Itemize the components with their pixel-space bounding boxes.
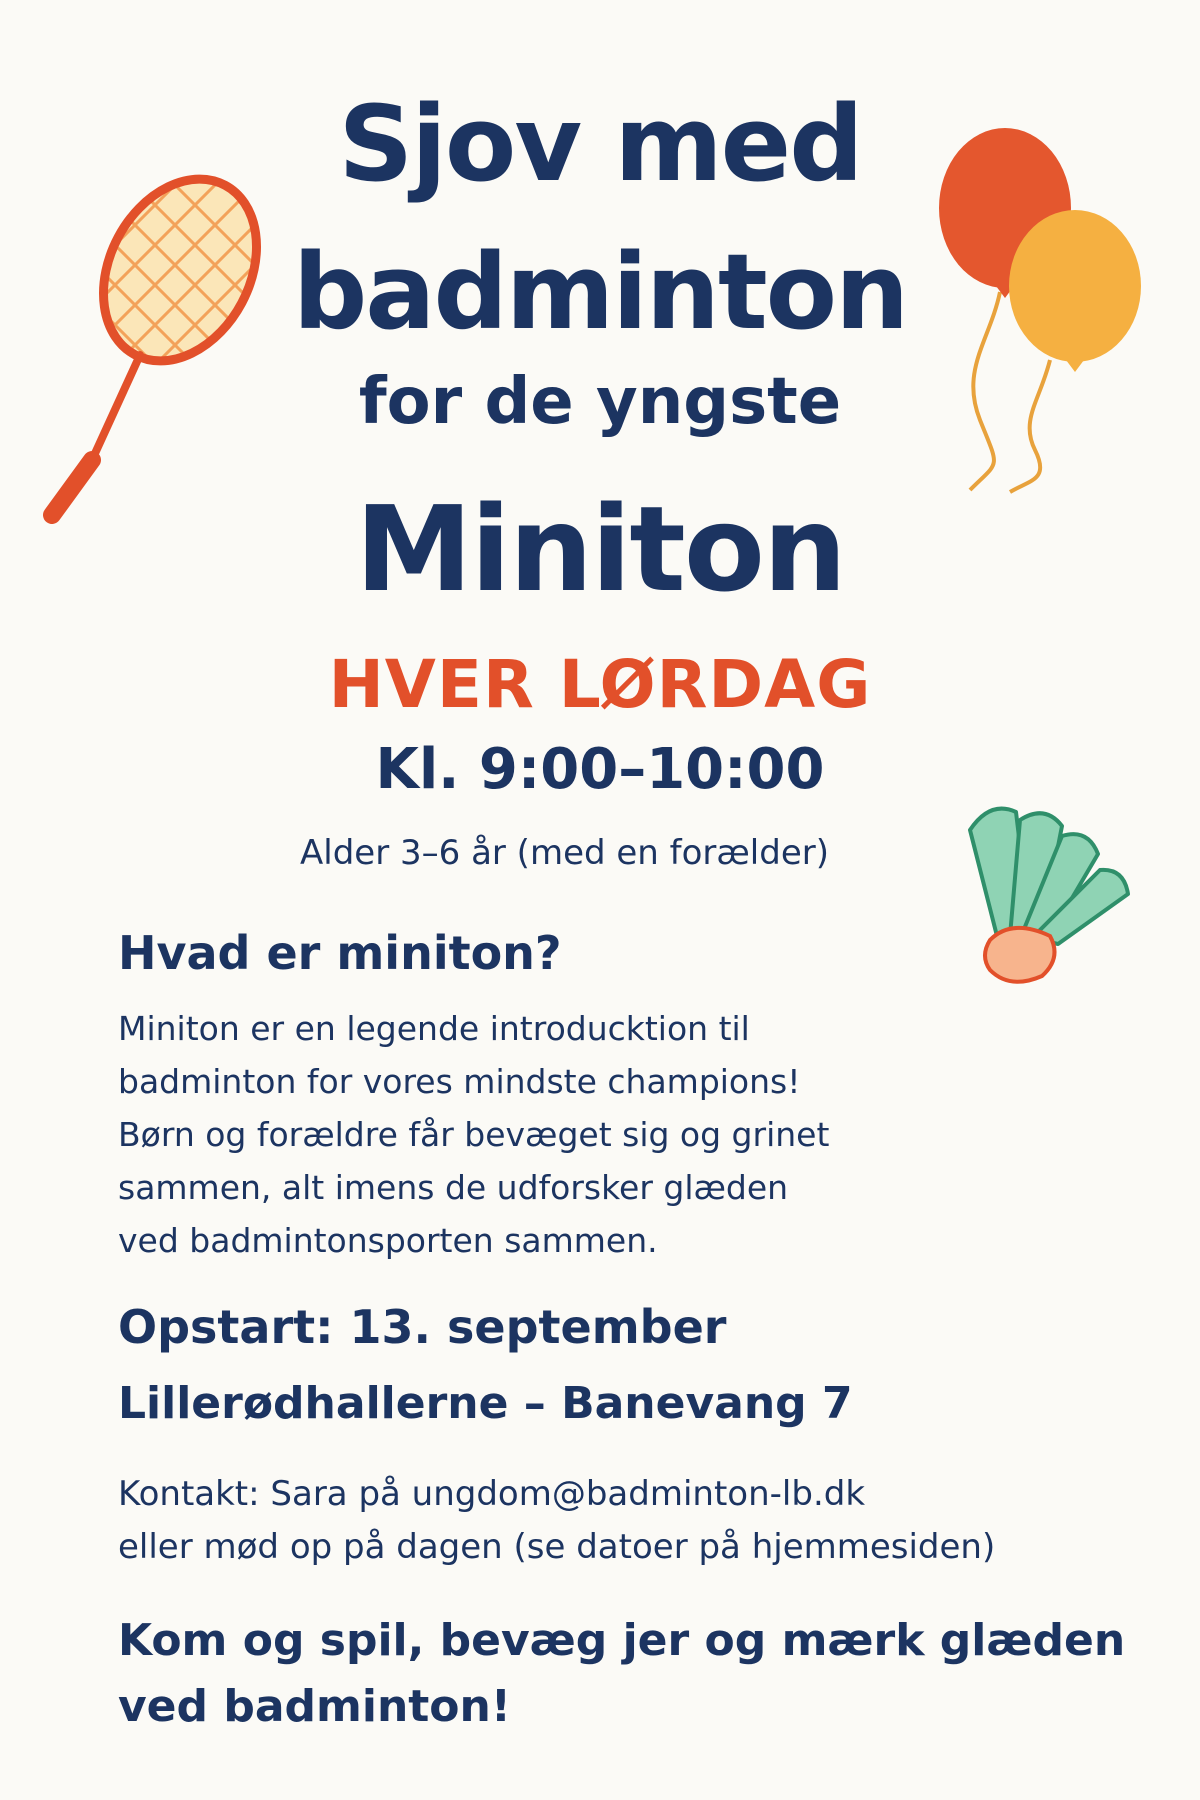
about-line: sammen, alt imens de udforsker glæden — [118, 1168, 789, 1207]
about-heading: Hvad er miniton? — [118, 926, 562, 980]
age-info: Alder 3–6 år (med en forælder) — [300, 833, 829, 873]
contact-line-2: eller mød op på dagen (se datoer på hjemmesiden) — [118, 1527, 996, 1567]
venue: Lillerødhallerne – Banevang 7 — [118, 1378, 853, 1429]
brand-title: Miniton — [355, 480, 845, 618]
shuttlecock-icon — [950, 790, 1140, 990]
title-line-1: Sjov med — [338, 83, 862, 205]
about-line: ved badmintonsporten sammen. — [118, 1221, 658, 1260]
about-line: badminton for vores mindste champions! — [118, 1062, 801, 1101]
call-to-action — [118, 1608, 1125, 1740]
schedule-time: Kl. 9:00–10:00 — [375, 737, 825, 802]
schedule-day: HVER LØRDAG — [328, 646, 872, 723]
title-line-3: for de yngste — [358, 365, 842, 439]
about-line: Børn og forældre får bevæget sig og grinet — [118, 1115, 830, 1154]
contact-info — [118, 1468, 995, 1574]
about-text — [118, 1002, 978, 1267]
start-date: Opstart: 13. september — [118, 1300, 727, 1354]
contact-line-1: Kontakt: Sara på ungdom@badminton-lb.dk — [118, 1474, 866, 1514]
racket-icon — [30, 160, 260, 530]
about-line: Miniton er en legende introducktion til — [118, 1009, 750, 1048]
balloons-icon — [940, 120, 1180, 500]
cta-line-2: ved badminton! — [118, 1681, 511, 1732]
cta-line-1: Kom og spil, bevæg jer og mærk glæden — [118, 1615, 1126, 1666]
title-line-2: badminton — [292, 231, 908, 353]
